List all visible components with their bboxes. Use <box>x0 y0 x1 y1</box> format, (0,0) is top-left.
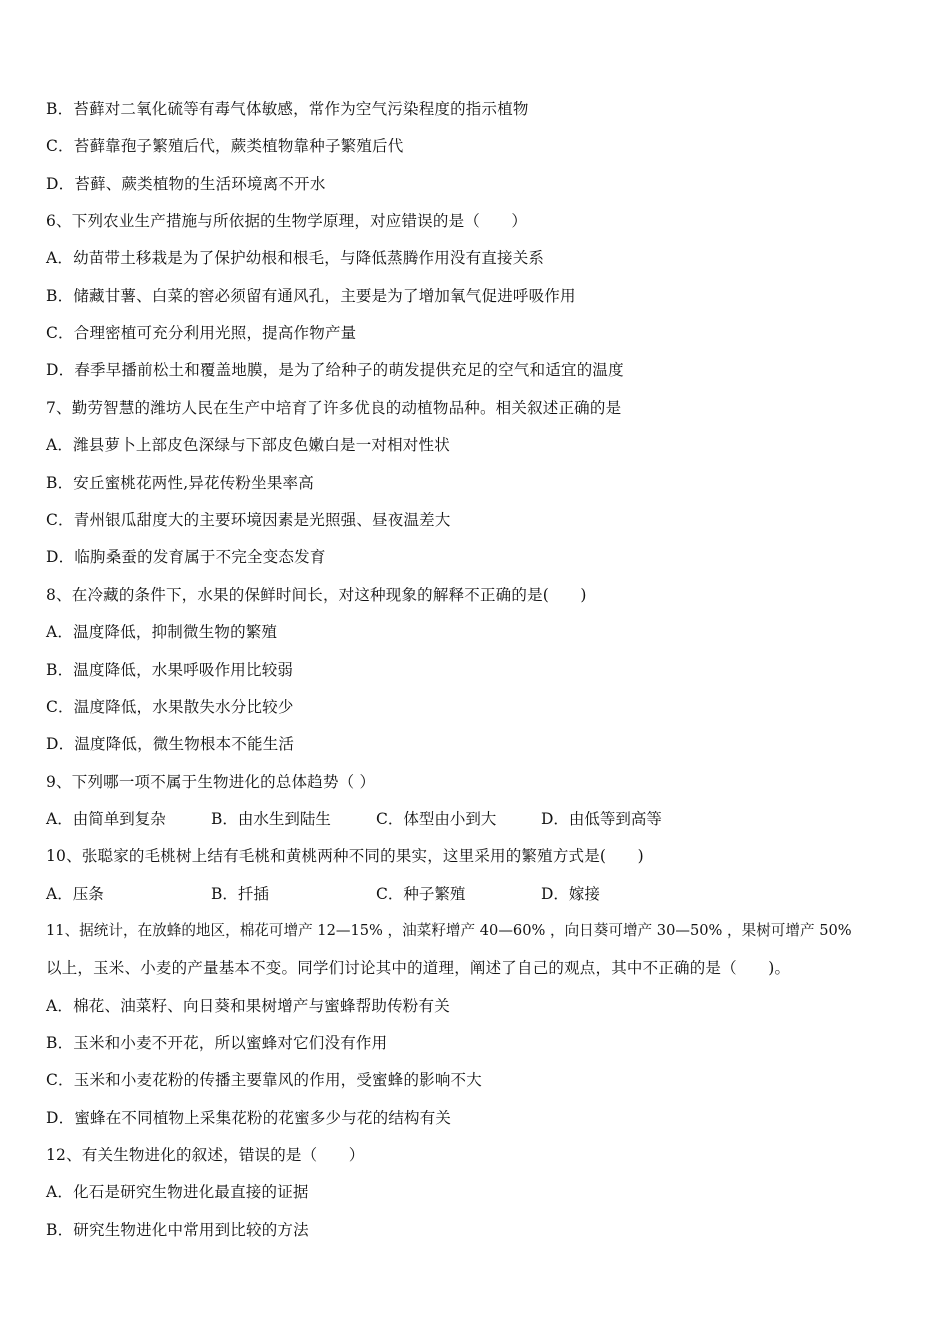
q5-option-b: B．苔藓对二氧化硫等有毒气体敏感，常作为空气污染程度的指示植物 <box>46 100 529 118</box>
q9-option-b: B．由水生到陆生 <box>211 810 331 828</box>
q6-option-a: A．幼苗带土移栽是为了保护幼根和根毛，与降低蒸腾作用没有直接关系 <box>46 249 545 267</box>
q6-option-b: B．储藏甘薯、白菜的窖必须留有通风孔，主要是为了增加氧气促进呼吸作用 <box>46 287 576 305</box>
q9-option-a: A．由简单到复杂 <box>46 810 166 828</box>
q10-stem: 10、张聪家的毛桃树上结有毛桃和黄桃两种不同的果实，这里采用的繁殖方式是( ) <box>46 847 644 865</box>
q5-option-d: D．苔藓、蕨类植物的生活环境离不开水 <box>46 175 326 193</box>
q10-options <box>46 884 906 904</box>
q10-option-a: A．压条 <box>46 885 104 903</box>
q11-option-c: C．玉米和小麦花粉的传播主要靠风的作用，受蜜蜂的影响不大 <box>46 1071 482 1089</box>
q9-option-d: D．由低等到高等 <box>541 810 662 828</box>
q6-option-d: D．春季早播前松土和覆盖地膜，是为了给种子的萌发提供充足的空气和适宜的温度 <box>46 361 624 379</box>
q6-stem: 6、下列农业生产措施与所依据的生物学原理，对应错误的是（ ） <box>46 212 528 230</box>
q12-stem: 12、有关生物进化的叙述，错误的是（ ） <box>46 1146 365 1164</box>
q8-option-a: A．温度降低，抑制微生物的繁殖 <box>46 623 278 641</box>
q10-option-b: B．扦插 <box>211 885 269 903</box>
q6-option-c: C．合理密植可充分利用光照，提高作物产量 <box>46 324 357 342</box>
q11-stem-line1: 11、据统计，在放蜂的地区，棉花可增产 12—15% ，油菜籽增产 40—60% ，向日葵可增产 30—50% ，果树可增产 50% <box>46 922 852 939</box>
q10-option-d: D．嫁接 <box>541 885 600 903</box>
q9-stem: 9、下列哪一项不属于生物进化的总体趋势（ ） <box>46 773 376 791</box>
q5-option-c: C．苔藓靠孢子繁殖后代，蕨类植物靠种子繁殖后代 <box>46 137 404 155</box>
q10-option-c: C．种子繁殖 <box>376 885 466 903</box>
q8-stem: 8、在冷藏的条件下，水果的保鲜时间长，对这种现象的解释不正确的是( ) <box>46 586 587 604</box>
q8-option-c: C．温度降低，水果散失水分比较少 <box>46 698 294 716</box>
q11-option-a: A．棉花、油菜籽、向日葵和果树增产与蜜蜂帮助传粉有关 <box>46 997 450 1015</box>
q11-stem-line2: 以上，玉米、小麦的产量基本不变。同学们讨论其中的道理，阐述了自己的观点，其中不正确的是（ )。 <box>46 959 791 977</box>
q8-option-d: D．温度降低，微生物根本不能生活 <box>46 735 295 753</box>
q9-option-c: C．体型由小到大 <box>376 810 497 828</box>
q9-options <box>46 809 906 829</box>
q12-option-a: A．化石是研究生物进化最直接的证据 <box>46 1183 309 1201</box>
q7-option-c: C．青州银瓜甜度大的主要环境因素是光照强、昼夜温差大 <box>46 511 451 529</box>
q7-option-d: D．临朐桑蚕的发育属于不完全变态发育 <box>46 548 326 566</box>
q11-option-d: D．蜜蜂在不同植物上采集花粉的花蜜多少与花的结构有关 <box>46 1109 452 1127</box>
q7-option-b: B．安丘蜜桃花两性,异花传粉坐果率高 <box>46 474 314 492</box>
q11-option-b: B．玉米和小麦不开花，所以蜜蜂对它们没有作用 <box>46 1034 388 1052</box>
q12-option-b: B．研究生物进化中常用到比较的方法 <box>46 1221 309 1239</box>
q7-stem: 7、勤劳智慧的潍坊人民在生产中培育了许多优良的动植物品种。相关叙述正确的是 <box>46 399 622 417</box>
q7-option-a: A．潍县萝卜上部皮色深绿与下部皮色嫩白是一对相对性状 <box>46 436 450 454</box>
q8-option-b: B．温度降低，水果呼吸作用比较弱 <box>46 661 294 679</box>
